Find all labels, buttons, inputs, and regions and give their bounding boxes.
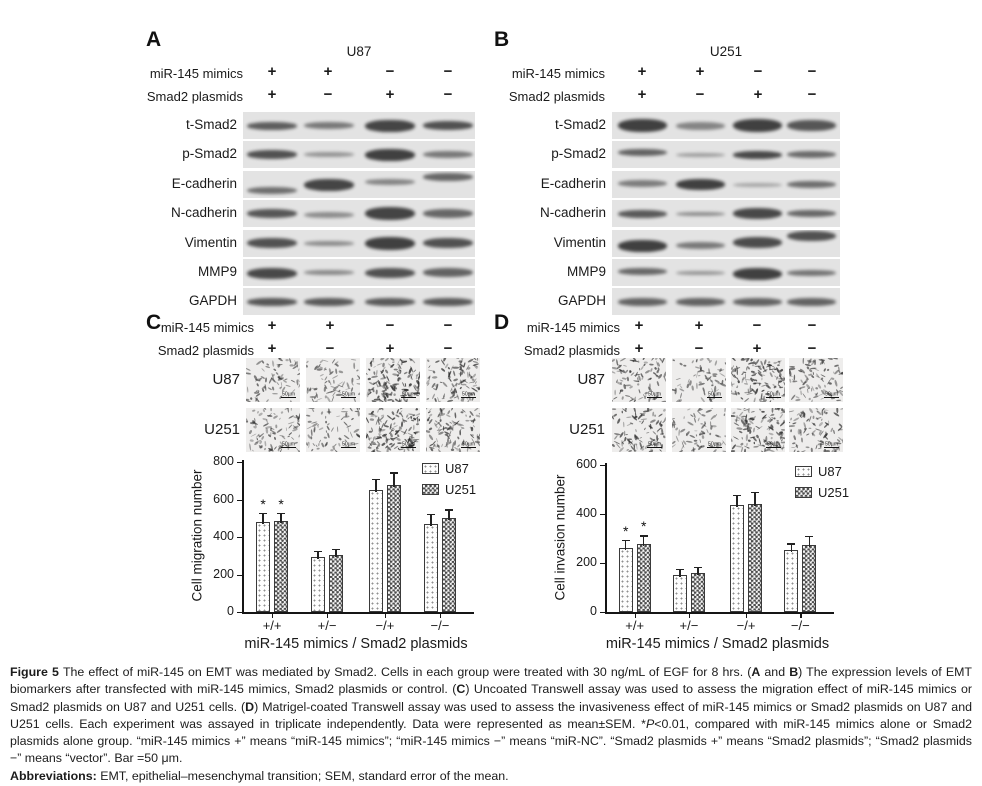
panel-a-band (423, 238, 473, 248)
panel-d-micrograph-u251-lane4 (789, 408, 843, 452)
panel-d-micrograph-u87-lane3 (731, 358, 785, 402)
caption-abbreviations (10, 768, 972, 785)
caption-segment: B (789, 665, 799, 679)
y-tick (237, 612, 242, 613)
y-tick (600, 465, 605, 466)
error-bar-stem (375, 479, 376, 492)
panel-b-band (787, 231, 836, 241)
panel-b-protein-label: p-Smad2 (551, 146, 606, 162)
y-axis-title: Cell migration number (189, 469, 205, 602)
panel-b-band (618, 298, 667, 306)
panel-d-micrograph-u87-lane4 (789, 358, 843, 402)
panel-a-band (304, 270, 354, 275)
svg-text:50µm: 50µm (341, 441, 356, 448)
legend-label-u87: U87 (818, 464, 842, 479)
y-tick-label: 800 (213, 454, 234, 468)
panel-d-condition-sign: − (807, 317, 817, 334)
panel-b-condition-sign: + (695, 63, 705, 80)
panel-b-band (618, 180, 667, 187)
panel-a-condition-sign: − (443, 86, 453, 103)
panel-c-micrograph-u251-lane2 (306, 408, 360, 452)
panel-a-protein-label: Vimentin (184, 234, 237, 250)
panel-b-band (676, 242, 725, 249)
panel-c-condition-sign: + (267, 340, 277, 357)
panel-b-title: U251 (709, 44, 743, 59)
panel-c-row-label: U251 (204, 421, 240, 438)
panel-d-condition-sign: + (694, 317, 704, 334)
panel-b-band (618, 149, 667, 156)
svg-text:50µm: 50µm (647, 441, 662, 448)
svg-text:50µm: 50µm (707, 441, 722, 448)
panel-a-condition-sign: − (443, 63, 453, 80)
panel-b-protein-label: MMP9 (566, 264, 606, 279)
error-bar-stem (643, 535, 644, 546)
panel-a-band (247, 268, 297, 279)
y-tick (237, 462, 242, 463)
error-bar-cap (259, 513, 267, 514)
panel-b-condition-sign: − (807, 63, 817, 80)
panel-a-condition-row-label: miR-145 mimics (149, 66, 243, 81)
error-bar-stem (430, 514, 431, 526)
panel-c-condition-sign: − (325, 340, 335, 357)
y-tick-label: 600 (213, 491, 234, 506)
panel-b-band (676, 212, 725, 216)
bar-u87-−/− (784, 550, 798, 612)
bar-u251-−/+ (387, 485, 401, 613)
panel-c-micrograph-u87-lane2 (306, 358, 360, 402)
panel-b-band (676, 179, 725, 190)
panel-b-blot-strip-mmp9 (612, 259, 840, 286)
y-tick-label: 400 (213, 529, 234, 543)
caption-segment: The effect of miR-145 on EMT was mediated by Smad2. Cells in each group were treated with 30 ng/mL of EGF for 8 hrs. ( (62, 665, 752, 679)
panel-a-protein-label: p-Smad2 (182, 146, 237, 162)
error-bar-cap (805, 536, 813, 537)
significance-asterisk: * (622, 522, 629, 539)
legend-swatch-u87 (422, 463, 439, 474)
x-tick (689, 614, 690, 618)
bar-u87-−/− (424, 524, 438, 612)
y-axis (242, 460, 244, 614)
x-tick-label: +/+ (625, 618, 645, 633)
svg-text:50µm: 50µm (281, 441, 296, 448)
panel-a-band (365, 237, 415, 250)
panel-d-label: D (494, 311, 510, 334)
panel-b-band (787, 270, 836, 276)
svg-text:50µm: 50µm (647, 391, 662, 398)
y-tick (237, 575, 242, 576)
panel-a-condition-row-label: Smad2 plasmids (146, 89, 243, 104)
error-bar-stem (625, 540, 626, 551)
error-bar-cap (277, 513, 285, 514)
panel-d-micrograph-u251-lane3 (731, 408, 785, 452)
panel-d-condition-sign: − (694, 340, 704, 357)
panel-a-blot-strip-t-smad2 (243, 112, 475, 139)
panel-d-micrograph-u251-lane2 (672, 408, 726, 452)
panel-a-condition-sign: + (385, 86, 395, 103)
panel-b-band (787, 151, 836, 158)
panel-b-band (733, 268, 782, 280)
panel-c-micrograph-u87-lane4 (426, 358, 480, 402)
panel-b-band (787, 210, 836, 217)
error-bar-stem (809, 536, 810, 547)
error-bar-cap (640, 535, 648, 536)
panel-a-condition-sign: + (267, 86, 277, 103)
panel-c-condition-sign: − (443, 317, 453, 334)
panel-d-micrograph-u87-lane2 (672, 358, 726, 402)
error-bar-stem (448, 509, 449, 520)
bar-u87-−/+ (730, 505, 744, 612)
svg-text:50µm: 50µm (766, 441, 781, 448)
caption-segment: ) The expression levels of EMT biomarkers after transfected with miR-145 mimics, Smad2 plasmids or control. ( (10, 665, 972, 697)
legend-swatch-u251 (795, 487, 812, 498)
panel-a-blot-strip-n-cadherin (243, 200, 475, 227)
panel-a-band (423, 173, 473, 181)
panel-a-band (423, 209, 473, 218)
panel-b-band (733, 183, 782, 187)
panel-b-band (787, 181, 836, 188)
panel-d-condition-sign: + (634, 317, 644, 334)
panel-b-blot-strip-n-cadherin (612, 200, 840, 227)
panel-c-micrograph-u251-lane1 (246, 408, 300, 452)
panel-c-micrograph-u251-lane3 (366, 408, 420, 452)
panel-b-condition-sign: − (695, 86, 705, 103)
panel-a-band (365, 207, 415, 220)
panel-a-condition-sign: + (323, 63, 333, 80)
panel-b-condition-sign: + (637, 86, 647, 103)
panel-a-band (247, 187, 297, 194)
caption-segment: Abbreviations: (10, 768, 101, 783)
caption-segment: Figure 5 (10, 665, 63, 679)
panel-b-blot-strip-gapdh (612, 288, 840, 315)
figure-caption (10, 664, 972, 785)
panel-a-band (247, 238, 297, 248)
y-axis (605, 463, 607, 614)
bar-u251-−/− (442, 518, 456, 612)
caption-segment: and (760, 665, 790, 679)
y-tick (237, 537, 242, 538)
panel-b-band (733, 208, 782, 219)
y-tick-label: 600 (576, 457, 597, 471)
panel-b-band (618, 240, 667, 252)
x-tick-label: +/+ (262, 618, 282, 633)
x-tick (746, 614, 747, 618)
bar-u251-+/− (691, 573, 705, 612)
bar-u251-+/+ (637, 544, 651, 612)
legend-label-u251: U251 (818, 485, 850, 500)
panel-d-row-label: U251 (569, 421, 605, 438)
panel-b-band (733, 119, 782, 132)
panel-a-blot-strip-vimentin (243, 230, 475, 257)
panel-d-row-label: U87 (577, 371, 605, 388)
significance-asterisk: * (640, 518, 647, 535)
bar-u251-+/+ (274, 521, 288, 612)
panel-b-band (618, 119, 667, 132)
panel-a-protein-label: E-cadherin (171, 175, 237, 191)
svg-text:50µm: 50µm (401, 391, 416, 398)
panel-c-micrograph-u251-lane4 (426, 408, 480, 452)
panel-b-band (676, 153, 725, 157)
svg-text:50µm: 50µm (824, 441, 839, 448)
error-bar-stem (791, 543, 792, 552)
panel-a-band (365, 120, 415, 132)
error-bar-stem (736, 495, 737, 507)
error-bar-cap (314, 551, 322, 552)
panel-c-condition-sign: + (385, 340, 395, 357)
error-bar-cap (751, 492, 759, 493)
y-tick-label: 200 (576, 555, 597, 569)
bar-u87-+/+ (619, 548, 633, 612)
x-tick (385, 614, 386, 618)
panel-a-band (247, 122, 297, 130)
panel-a-protein-label: MMP9 (197, 264, 237, 279)
x-axis-title: miR-145 mimics / Smad2 plasmids (605, 636, 830, 652)
panel-b-protein-label: Vimentin (553, 234, 606, 250)
panel-b-blot-strip-e-cadherin (612, 171, 840, 198)
svg-text:50µm: 50µm (461, 391, 476, 398)
y-axis-title: Cell invasion number (552, 473, 568, 601)
error-bar-cap (390, 472, 398, 473)
panel-b-band (787, 298, 836, 306)
bar-u251-−/− (802, 545, 816, 612)
panel-b-band (676, 298, 725, 306)
x-tick (635, 614, 636, 618)
panel-b-protein-label: GAPDH (557, 293, 606, 309)
panel-a-blot-strip-mmp9 (243, 259, 475, 286)
error-bar-cap (445, 509, 453, 510)
x-tick-label: −/+ (736, 618, 756, 633)
panel-b-band (733, 237, 782, 248)
panel-c-condition-sign: − (385, 317, 395, 334)
panel-d-condition-sign: − (752, 317, 762, 334)
panel-a-protein-label: t-Smad2 (185, 117, 237, 132)
svg-text:50µm: 50µm (707, 391, 722, 398)
panel-b-condition-sign: − (753, 63, 763, 80)
panel-b-protein-label: N-cadherin (539, 205, 606, 221)
panel-a-band (304, 179, 354, 191)
svg-text:50µm: 50µm (341, 391, 356, 398)
error-bar-cap (372, 479, 380, 480)
error-bar-stem (262, 513, 263, 524)
bar-u251-+/− (329, 555, 343, 612)
panel-b-condition-row-label: Smad2 plasmids (508, 89, 605, 104)
y-tick-label: 200 (213, 566, 234, 581)
error-bar-cap (622, 540, 630, 541)
panel-a-band (304, 152, 354, 157)
panel-d-condition-row-label: miR-145 mimics (526, 320, 620, 335)
caption-segment: <0.01, compared with miR-145 mimics alone or Smad2 plasmids alone group. “miR-145 mimics +” means “miR-145 mimics”; “miR-145 mimics −” means “miR-NC”. “Smad2 plasmids +” means “Smad2 plasmids”; “Smad2 plasmids −” means “vector”. Bar =50 μm. (10, 716, 973, 766)
error-bar-cap (427, 514, 435, 515)
caption-segment: P (645, 716, 655, 731)
panel-b-condition-sign: + (753, 86, 763, 103)
caption-segment: EMT, epithelial–mesenchymal transition; SEM, standard error of the mean. (100, 768, 509, 783)
y-tick (600, 563, 605, 564)
panel-a-band (423, 298, 473, 306)
error-bar-cap (733, 495, 741, 496)
error-bar-stem (754, 492, 755, 506)
x-tick-label: −/+ (375, 618, 395, 633)
x-tick-label: −/− (430, 618, 450, 633)
panel-a-band (365, 179, 415, 185)
panel-a-band (423, 268, 473, 277)
caption-segment: D (245, 699, 255, 714)
caption-segment: ) Uncoated Transwell assay was used to assess the migration effect of miR-145 mimics or Smad2 plasmids on U87 and U251 cells. ( (10, 682, 972, 714)
panel-a-band (304, 212, 354, 218)
panel-d-micrograph-u251-lane1 (612, 408, 666, 452)
caption-main-text (10, 664, 972, 768)
panel-d-condition-sign: − (807, 340, 817, 357)
legend-swatch-u251 (422, 484, 439, 495)
panel-b-band (787, 120, 836, 131)
y-tick-label: 0 (227, 604, 234, 618)
panel-b-protein-label: E-cadherin (540, 175, 606, 191)
bar-u87-+/+ (256, 522, 270, 612)
panel-c-condition-sign: − (443, 340, 453, 357)
panel-c-condition-row-label: miR-145 mimics (160, 320, 254, 335)
panel-a-blot-strip-gapdh (243, 288, 475, 315)
error-bar-stem (393, 472, 394, 486)
panel-a-blot-strip-p-smad2 (243, 141, 475, 168)
legend-swatch-u87 (795, 466, 812, 477)
error-bar-stem (280, 513, 281, 523)
bar-u87-+/− (673, 575, 687, 612)
panel-a-band (365, 149, 415, 161)
x-tick-label: +/− (317, 618, 337, 633)
caption-segment: A (751, 665, 761, 679)
panel-a-band (304, 122, 354, 129)
panel-d-condition-sign: + (752, 340, 762, 357)
panel-b-band (676, 122, 725, 130)
panel-b-condition-sign: − (807, 86, 817, 103)
bar-u251-−/+ (748, 504, 762, 612)
panel-b-band (676, 271, 725, 275)
caption-segment: C (456, 682, 466, 697)
svg-text:50µm: 50µm (824, 391, 839, 398)
svg-text:50µm: 50µm (281, 391, 296, 398)
panel-c-condition-row-label: Smad2 plasmids (157, 343, 254, 358)
panel-c-label: C (146, 311, 162, 334)
panel-a-band (247, 298, 297, 306)
panel-d-condition-row-label: Smad2 plasmids (523, 343, 620, 358)
x-tick (272, 614, 273, 618)
svg-text:50µm: 50µm (766, 391, 781, 398)
error-bar-cap (694, 567, 702, 568)
panel-d-condition-sign: + (634, 340, 644, 357)
panel-a-condition-sign: + (267, 63, 277, 80)
panel-c-micrograph-u87-lane1 (246, 358, 300, 402)
panel-b-band (618, 210, 667, 218)
panel-a-title: U87 (346, 44, 372, 59)
panel-c-condition-sign: + (325, 317, 335, 334)
panel-b-blot-strip-vimentin (612, 230, 840, 257)
panel-a-blot-strip-e-cadherin (243, 171, 475, 198)
panel-a-protein-label: N-cadherin (170, 205, 237, 221)
x-tick (440, 614, 441, 618)
x-tick (800, 614, 801, 618)
y-tick-label: 400 (576, 506, 597, 520)
error-bar-cap (676, 569, 684, 570)
y-tick (600, 612, 605, 613)
panel-b-blot-strip-t-smad2 (612, 112, 840, 139)
panel-a-band (423, 151, 473, 158)
panel-a-band (365, 268, 415, 278)
panel-b-condition-sign: + (637, 63, 647, 80)
y-tick (600, 514, 605, 515)
caption-segment: ) Matrigel-coated Transwell assay was used to assess the invasiveness effect of miR-145 mimics or Smad2 plasmids on U87 and U251 cells. Each experiment was assayed in triplicate independently. Data were represented as mean±SEM. * (10, 699, 972, 731)
legend-label-u251: U251 (445, 482, 477, 497)
x-tick-label: +/− (679, 618, 699, 633)
error-bar-cap (332, 549, 340, 550)
svg-text:50µm: 50µm (401, 441, 416, 448)
panel-b-protein-label: t-Smad2 (554, 117, 606, 132)
x-tick-label: −/− (790, 618, 810, 633)
panel-a-condition-sign: − (385, 63, 395, 80)
panel-d-micrograph-u87-lane1 (612, 358, 666, 402)
svg-text:50µm: 50µm (461, 441, 476, 448)
x-tick (327, 614, 328, 618)
panel-a-label: A (146, 28, 162, 51)
significance-asterisk: * (260, 495, 266, 512)
panel-a-band (365, 298, 415, 306)
y-tick-label: 0 (590, 604, 597, 618)
panel-b-band (618, 268, 667, 275)
panel-c-row-label: U87 (212, 371, 240, 388)
panel-a-band (423, 121, 473, 130)
panel-a-band (247, 209, 297, 218)
x-axis-title: miR-145 mimics / Smad2 plasmids (244, 636, 468, 652)
panel-b-band (733, 151, 782, 159)
legend-label-u87: U87 (445, 461, 469, 476)
bar-u87-+/− (311, 557, 325, 612)
panel-b-band (733, 298, 782, 306)
panel-c-micrograph-u87-lane3 (366, 358, 420, 402)
bar-u87-−/+ (369, 490, 383, 612)
significance-asterisk: * (278, 495, 284, 512)
panel-a-band (304, 241, 354, 246)
panel-a-band (304, 298, 354, 306)
panel-a-protein-label: GAPDH (188, 293, 237, 309)
panel-a-band (247, 150, 297, 159)
panel-c-condition-sign: + (267, 317, 277, 334)
panel-b-label: B (494, 28, 510, 51)
panel-b-condition-row-label: miR-145 mimics (511, 66, 605, 81)
y-tick (237, 500, 242, 501)
panel-b-blot-strip-p-smad2 (612, 141, 840, 168)
panel-a-condition-sign: − (323, 86, 333, 103)
error-bar-cap (787, 543, 795, 544)
